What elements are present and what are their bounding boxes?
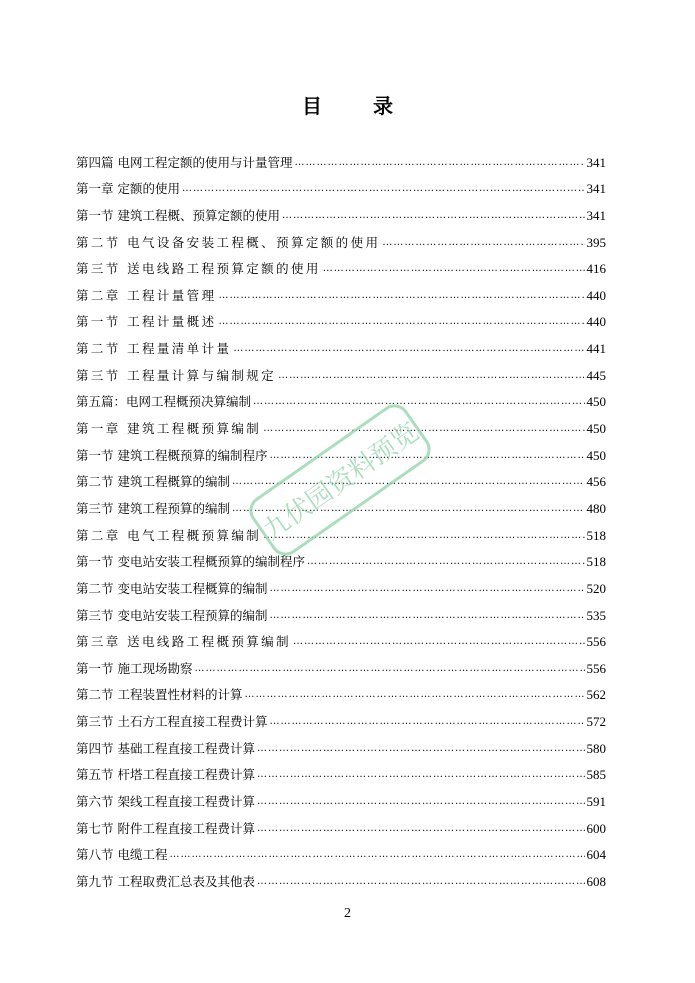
toc-entry [76, 729, 606, 756]
toc-entry [76, 329, 606, 356]
toc-entry-label: 第一章 建筑工程概预算编制 [76, 421, 262, 437]
toc-leader-dots [218, 315, 584, 329]
toc-entry-page: 572 [586, 714, 606, 730]
toc-entry-label: 第二节 变电站安装工程概算的编制 [76, 580, 268, 596]
toc-leader-dots [257, 742, 585, 756]
toc-leader-dots [182, 182, 585, 196]
toc-entry-label: 第二节 工程量清单计量 [76, 341, 232, 357]
toc-entry-page: 441 [586, 341, 606, 357]
toc-entry [76, 516, 606, 543]
toc-leader-dots [269, 582, 584, 596]
toc-entry [76, 623, 606, 650]
toc-entry-label: 第二节 工程装置性材料的计算 [76, 687, 243, 703]
toc-entry [76, 782, 606, 809]
toc-entry-page: 518 [586, 527, 606, 543]
toc-entry-page: 341 [586, 154, 606, 170]
toc-entry-label: 第四篇 电网工程定额的使用与计量管理 [76, 154, 293, 170]
toc-entry [76, 250, 606, 277]
toc-leader-dots [232, 475, 585, 489]
toc-entry [76, 836, 606, 863]
toc-entry-label: 第九节 工程取费汇总表及其他表 [76, 873, 255, 889]
toc-leader-dots [257, 768, 585, 782]
toc-entry [76, 543, 606, 570]
toc-entry-page: 450 [586, 421, 606, 437]
toc-leader-dots [233, 342, 584, 356]
toc-entry-label: 第三节 建筑工程预算的编制 [76, 500, 230, 516]
toc-entry [76, 756, 606, 783]
toc-leader-dots [307, 555, 585, 569]
toc-entry [76, 436, 606, 463]
toc-entry-page: 562 [586, 687, 606, 703]
toc-entry-label: 第二节 电气设备安装工程概、预算定额的使用 [76, 234, 381, 250]
toc-entry-label: 第六节 架线工程直接工程费计算 [76, 794, 255, 810]
toc-leader-dots [257, 875, 585, 889]
toc-entry-page: 456 [586, 474, 606, 490]
toc-leader-dots [269, 609, 584, 623]
toc-leader-dots [294, 156, 584, 170]
toc-entry [76, 409, 606, 436]
toc-entry [76, 170, 606, 197]
toc-leader-dots [257, 795, 585, 809]
toc-entry [76, 649, 606, 676]
toc-leader-dots [194, 662, 584, 676]
toc-entry-page: 450 [586, 447, 606, 463]
toc-leader-dots [263, 529, 584, 543]
toc-entry-page: 341 [586, 181, 606, 197]
toc-entry-label: 第一节 建筑工程概预算的编制程序 [76, 447, 268, 463]
toc-entry [76, 702, 606, 729]
table-of-contents [76, 143, 606, 889]
toc-entry-label: 第四节 基础工程直接工程费计算 [76, 740, 255, 756]
toc-entry-label: 第三节 工程量计算与编制规定 [76, 367, 277, 383]
toc-entry-label: 第一节 施工现场勘察 [76, 660, 193, 676]
toc-leader-dots [278, 369, 584, 383]
toc-entry-label: 第一章 定额的使用 [76, 181, 180, 197]
toc-entry [76, 676, 606, 703]
toc-entry [76, 463, 606, 490]
toc-entry [76, 809, 606, 836]
toc-entry-page: 440 [586, 314, 606, 330]
toc-leader-dots [218, 289, 584, 303]
toc-entry-label: 第二章 电气工程概预算编制 [76, 527, 262, 543]
toc-leader-dots [263, 422, 584, 436]
toc-entry-page: 395 [586, 234, 606, 250]
toc-entry [76, 143, 606, 170]
toc-leader-dots [293, 635, 585, 649]
page-number: 2 [344, 906, 351, 921]
toc-entry-page: 450 [586, 394, 606, 410]
toc-entry-page: 591 [586, 794, 606, 810]
toc-entry [76, 569, 606, 596]
toc-entry-page: 440 [586, 287, 606, 303]
toc-entry-page: 556 [586, 660, 606, 676]
toc-entry-page: 480 [586, 500, 606, 516]
toc-entry-page: 604 [586, 847, 606, 863]
toc-entry-page: 608 [586, 873, 606, 889]
watermark-text: 九伏园资料预览 [257, 417, 425, 547]
toc-leader-dots [269, 449, 584, 463]
toc-entry-label: 第八节 电缆工程 [76, 847, 168, 863]
toc-entry-page: 520 [586, 580, 606, 596]
toc-entry-label: 第一节 变电站安装工程概预算的编制程序 [76, 554, 305, 570]
toc-entry [76, 489, 606, 516]
toc-entry-label: 第五节 杆塔工程直接工程费计算 [76, 767, 255, 783]
toc-entry-page: 600 [586, 820, 606, 836]
toc-entry-page: 556 [586, 634, 606, 650]
toc-entry-label: 第二节 建筑工程概算的编制 [76, 474, 230, 490]
toc-leader-dots [253, 395, 584, 409]
toc-leader-dots [257, 822, 585, 836]
toc-leader-dots [382, 236, 584, 250]
toc-entry [76, 276, 606, 303]
toc-entry [76, 223, 606, 250]
toc-entry [76, 383, 606, 410]
toc-leader-dots [269, 715, 584, 729]
toc-entry-page: 535 [586, 607, 606, 623]
toc-entry-label: 第三章 送电线路工程概预算编制 [76, 634, 291, 650]
toc-entry-label: 第五篇：电网工程概预决算编制 [76, 394, 252, 410]
toc-entry-label: 第七节 附件工程直接工程费计算 [76, 820, 255, 836]
toc-entry [76, 596, 606, 623]
toc-entry [76, 862, 606, 889]
toc-entry [76, 196, 606, 223]
toc-entry-page: 341 [586, 207, 606, 223]
toc-entry [76, 356, 606, 383]
page-title: 目 录 [302, 94, 415, 118]
toc-entry-label: 第一节 建筑工程概、预算定额的使用 [76, 207, 280, 223]
toc-entry-label: 第二章 工程计量管理 [76, 287, 217, 303]
toc-entry-page: 580 [586, 740, 606, 756]
toc-entry [76, 303, 606, 330]
toc-leader-dots [232, 502, 585, 516]
toc-leader-dots [244, 688, 584, 702]
toc-entry-page: 416 [586, 261, 606, 277]
toc-entry-page: 518 [586, 554, 606, 570]
toc-entry-page: 445 [586, 367, 606, 383]
toc-leader-dots [169, 848, 584, 862]
toc-leader-dots [323, 262, 585, 276]
toc-entry-label: 第一节 工程计量概述 [76, 314, 217, 330]
toc-entry-label: 第三节 土石方工程直接工程费计算 [76, 714, 268, 730]
toc-entry-page: 585 [586, 767, 606, 783]
toc-entry-label: 第三节 变电站安装工程预算的编制 [76, 607, 268, 623]
toc-entry-label: 第三节 送电线路工程预算定额的使用 [76, 261, 321, 277]
toc-leader-dots [282, 209, 585, 223]
